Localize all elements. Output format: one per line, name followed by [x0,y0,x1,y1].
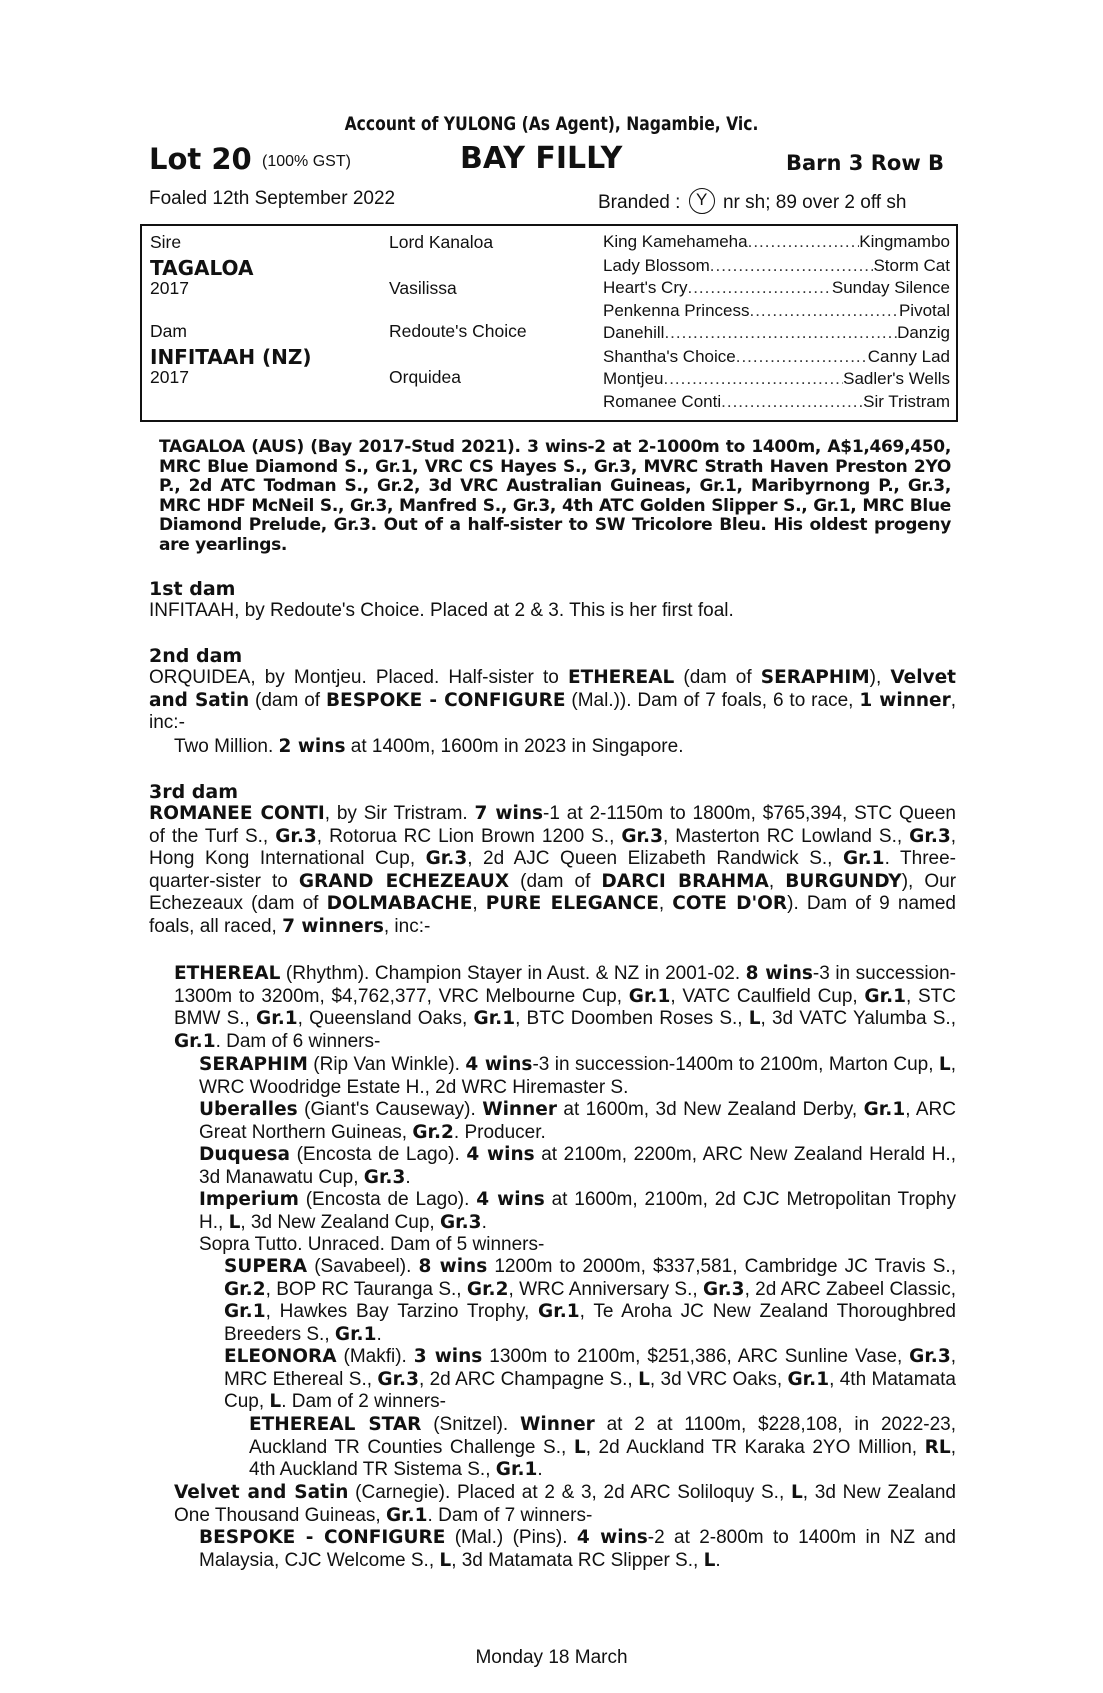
grandparent-row [603,323,950,343]
sire-dam: Vasilissa [389,278,457,298]
progeny-imperium: Imperium (Encosta de Lago). 4 wins at 1600m, 2100m, 2d CJC Metropolitan Trophy H., L, 3d New Zealand Cup, Gr.3. [199,1189,956,1233]
grandparent: Penkenna Princess [603,301,750,320]
grandparent-row [603,256,950,276]
foaled-date: Foaled 12th September 2022 [149,188,396,209]
grandparent: Romanee Conti [603,392,722,411]
second-dam-entry: ORQUIDEA, by Montjeu. Placed. Half-sister to ETHEREAL (dam of SERAPHIM), Velvet and Satin (dam of BESPOKE - CONFIGURE (Mal.)). Dam of 7 foals, 6 to race, 1 winner, inc:- [149,667,956,734]
progeny-ethereal: ETHEREAL (Rhythm). Champion Stayer in Aust. & NZ in 2001-02. 8 wins-3 in succession-1300m to 3200m, $4,762,377, VRC Melbourne Cup, Gr.1, VATC Caulfield Cup, Gr.1, STC BMW S., Gr.1, Queensland Oaks, Gr.1, BTC Doomben Roses S., L, 3d VATC Yalumba S., Gr.1. Dam of 6 winners- [174,963,956,1052]
grandparent-row [603,301,950,321]
pedigree-table [140,224,958,422]
great-grandsire: Sir Tristram [863,392,950,411]
leader-dots [736,347,868,367]
branded-info [598,188,906,214]
great-grandsire: Canny Lad [867,347,950,366]
grandparent: Montjeu [603,369,664,388]
dam-year: 2017 [150,367,189,387]
progeny-bespoke-configure: BESPOKE - CONFIGURE (Mal.) (Pins). 4 wins-2 at 2-800m to 1400m in NZ and Malaysia, CJC Welcome S., L, 3d Matamata RC Slipper S., L. [199,1527,957,1571]
grandparent-row [603,232,950,252]
branded-label: Branded : [598,192,681,213]
great-grandsire: Pivotal [898,301,950,320]
leader-dots [664,323,897,343]
grandparent-row [603,392,950,412]
leader-dots [663,369,843,389]
leader-dots [721,392,863,412]
dam-name: INFITAAH (NZ) [150,345,312,369]
progeny-ethereal-star: ETHEREAL STAR (Snitzel). Winner at 2 at 1100m, $228,108, in 2022-23, Auckland TR Counties Challenge S., L, 2d Auckland TR Karaka 2YO Million, RL, 4th Auckland TR Sistema S., Gr.1. [249,1414,956,1481]
branded-text: nr sh; 89 over 2 off sh [722,192,907,213]
first-dam-text: INFITAAH, by Redoute's Choice. Placed at 2 & 3. This is her first foal. [149,600,734,621]
dam-dam: Orquidea [389,367,461,387]
sire-year: 2017 [150,278,189,298]
grandparent-row [603,347,950,367]
progeny-eleonora: ELEONORA (Makfi). 3 wins 1300m to 2100m, $251,386, ARC Sunline Vase, Gr.3, MRC Ethereal S., Gr.3, 2d ARC Champagne S., L, 3d VRC Oaks, Gr.1, 4th Matamata Cup, L. Dam of 2 winners- [224,1346,956,1413]
progeny-supera: SUPERA (Savabeel). 8 wins 1200m to 2000m, $337,581, Cambridge JC Travis S., Gr.2, BOP RC Tauranga S., Gr.2, WRC Anniversary S., Gr.3, 2d ARC Zabeel Classic, Gr.1, Hawkes Bay Tarzino Trophy, Gr.1, Te Aroha JC New Zealand Thoroughbred Breeders S., Gr.1. [224,1256,956,1345]
sire-label: Sire [150,232,182,252]
progeny-uberalles: Uberalles (Giant's Causeway). Winner at 1600m, 3d New Zealand Derby, Gr.1, ARC Great Northern Guineas, Gr.2. Producer. [199,1099,956,1143]
horse-description: BAY FILLY [460,141,623,176]
sire-sire: Lord Kanaloa [389,232,494,252]
grandparent-row [603,278,950,298]
progeny-duquesa: Duquesa (Encosta de Lago). 4 wins at 2100m, 2200m, ARC New Zealand Herald H., 3d Manawatu Cup, Gr.3. [199,1144,956,1188]
second-dam-progeny: Two Million. 2 wins at 1400m, 1600m in 2023 in Singapore. [174,736,684,757]
progeny-seraphim: SERAPHIM (Rip Van Winkle). 4 wins-3 in succession-1400m to 2100m, Marton Cup, L, WRC Woodridge Estate H., 2d WRC Hiremaster S. [199,1054,956,1098]
grandparent: King Kamehameha [603,232,748,251]
second-dam-heading: 2nd dam [149,645,243,667]
grandparent: Heart's Cry [603,278,688,297]
first-dam-heading: 1st dam [149,578,236,600]
great-grandsire: Sunday Silence [831,278,950,297]
gst-note: (100% GST) [262,153,351,170]
grandparent: Lady Blossom [603,256,710,275]
progeny-velvet-and-satin: Velvet and Satin (Carnegie). Placed at 2 & 3, 2d ARC Soliloquy S., L, 3d New Zealand One Thousand Guineas, Gr.1. Dam of 7 winners- [174,1482,957,1526]
leader-dots [749,301,898,321]
great-grandsire: Kingmambo [859,232,950,251]
leader-dots [710,256,874,276]
sire-name: TAGALOA [150,256,254,280]
lot-number: Lot 20 [149,142,252,176]
progeny-sopra-tutto: Sopra Tutto. Unraced. Dam of 5 winners- [199,1234,545,1255]
grandparent: Shantha's Choice [603,347,736,366]
vendor-account-line: Account of YULONG (As Agent), Nagambie, Vic. [344,113,759,135]
great-grandsire: Sadler's Wells [843,369,950,388]
third-dam-entry: ROMANEE CONTI, by Sir Tristram. 7 wins-1 at 2-1150m to 1800m, $765,394, STC Queen of the Turf S., Gr.3, Rotorua RC Lion Brown 1200 S., Gr.3, Masterton RC Lowland S., Gr.3, Hong Kong International Cup, Gr.3, 2d AJC Queen Elizabeth Randwick S., Gr.1. Three-quarter-sister to GRAND ECHEZEAUX (dam of DARCI BRAHMA, BURGUNDY), Our Echezeaux (dam of DOLMABACHE, PURE ELEGANCE, COTE D'OR). Dam of 9 named foals, all raced, 7 winners, inc:- [149,803,957,937]
circled-y-brand-icon [689,188,715,214]
great-grandsire: Danzig [897,323,950,342]
sire-biography: TAGALOA (AUS) (Bay 2017-Stud 2021). 3 wins-2 at 2-1000m to 1400m, A$1,469,450, MRC Blue Diamond S., Gr.1, VRC CS Hayes S., Gr.3, MVRC Strath Haven Preston 2YO P., 2d ATC Todman S., Gr.2, 3d VRC Australian Guineas, Gr.1, Maribyrnong P., Gr.3, MRC HDF McNeil S., Gr.3, Manfred S., Gr.3, 4th ATC Golden Slipper S., Gr.1, MRC Blue Diamond Prelude, Gr.3. Out of a half-sister to SW Tricolore Bleu. His oldest progeny are yearlings. [159,437,951,555]
great-grandsire: Storm Cat [873,256,950,275]
leader-dots [748,232,860,252]
third-dam-heading: 3rd dam [149,781,239,803]
barn-location: Barn 3 Row B [786,151,945,175]
dam-sire: Redoute's Choice [389,321,527,341]
dam-label: Dam [150,321,187,341]
grandparent-row [603,369,950,389]
sale-day-footer: Monday 18 March [475,1647,628,1668]
grandparent: Danehill [603,323,665,342]
leader-dots [687,278,831,298]
